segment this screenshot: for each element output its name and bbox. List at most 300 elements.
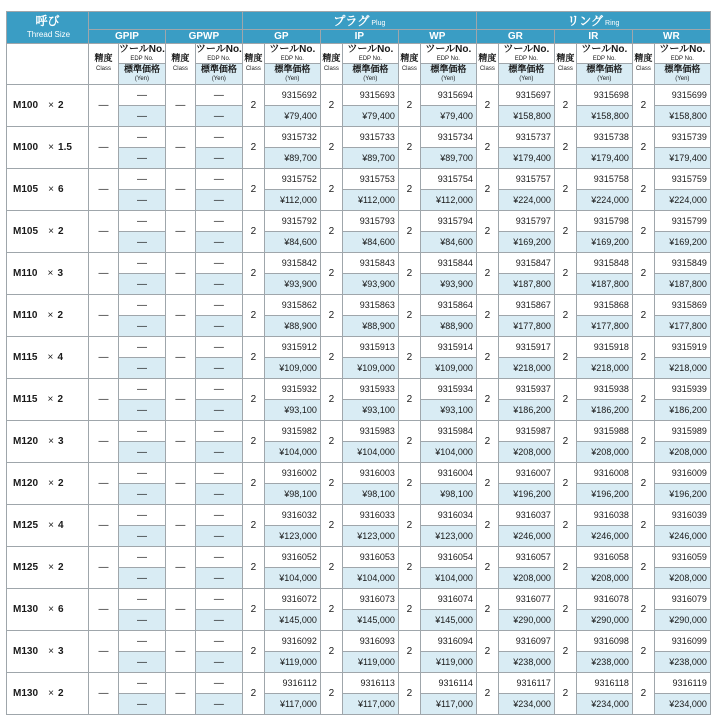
thread-size-header: [7, 12, 89, 44]
tool-no-ip: 9316053: [342, 547, 398, 568]
class-cell: 2: [320, 211, 342, 253]
price-ir: ¥187,800: [576, 274, 632, 295]
tool-no-label-en: EDP No.: [514, 56, 538, 62]
price-ir: ¥290,000: [576, 610, 632, 631]
price-wp: ¥109,000: [420, 358, 476, 379]
thread-pitch: 6: [58, 604, 64, 615]
tool-no-empty: —: [119, 589, 166, 610]
class-label-en: Class: [401, 66, 417, 72]
class-cell: 2: [632, 211, 654, 253]
class-cell: 2: [320, 337, 342, 379]
class-cell: 2: [554, 295, 576, 337]
class-label-jp: 精度: [322, 53, 341, 63]
price-empty: —: [195, 652, 242, 673]
tool-no-wp: 9316034: [420, 505, 476, 526]
class-cell: 2: [476, 421, 498, 463]
tool-no-empty: —: [195, 547, 242, 568]
class-cell-empty: —: [165, 127, 195, 169]
price-gr: ¥177,800: [498, 316, 554, 337]
class-cell: 2: [242, 379, 264, 421]
price-wp: ¥123,000: [420, 526, 476, 547]
thread-pitch: 3: [57, 268, 64, 279]
times-sign: ×: [48, 478, 54, 489]
price-wr: ¥179,400: [654, 148, 710, 169]
price-ir: ¥208,000: [576, 568, 632, 589]
price-gp: ¥112,000: [264, 190, 320, 211]
thread-size: M100: [13, 142, 39, 153]
price-wr: ¥238,000: [654, 652, 710, 673]
tool-no-label-jp: ツールNo.: [581, 44, 628, 55]
class-cell: 2: [632, 589, 654, 631]
tool-no-gp: 9315752: [264, 169, 320, 190]
class-cell: 2: [242, 127, 264, 169]
price-label-en: (Yen): [597, 76, 612, 82]
class-cell: 2: [320, 295, 342, 337]
price-gr: ¥224,000: [498, 190, 554, 211]
price-wp: ¥93,100: [420, 400, 476, 421]
class-cell-empty: —: [89, 463, 119, 505]
tool-no-wp: 9316004: [420, 463, 476, 484]
price-ip: ¥93,100: [342, 400, 398, 421]
price-gr: ¥179,400: [498, 148, 554, 169]
thread-pitch: 3: [58, 646, 64, 657]
price-gr: ¥169,200: [498, 232, 554, 253]
price-wr: ¥186,200: [654, 400, 710, 421]
price-empty: —: [195, 442, 242, 463]
tool-no-gp: 9316092: [264, 631, 320, 652]
class-cell: 2: [242, 211, 264, 253]
class-label-jp: 精度: [244, 53, 263, 63]
tool-no-empty: —: [195, 421, 242, 442]
tool-no-ir: 9315868: [576, 295, 632, 316]
price-gp: ¥84,600: [264, 232, 320, 253]
price-wp: ¥89,700: [420, 148, 476, 169]
class-cell-empty: —: [89, 169, 119, 211]
class-cell: 2: [242, 337, 264, 379]
tool-no-wr: 9316059: [654, 547, 710, 568]
thread-pitch: 2: [58, 478, 64, 489]
class-cell: 2: [632, 295, 654, 337]
type-header-gr: GR: [476, 30, 554, 44]
tool-no-header: [264, 44, 320, 64]
price-gp: ¥145,000: [264, 610, 320, 631]
thread-size-cell: [7, 379, 89, 421]
price-wr: ¥177,800: [654, 316, 710, 337]
thread-size: M105: [13, 226, 39, 237]
class-cell-empty: —: [165, 211, 195, 253]
class-cell-empty: —: [165, 337, 195, 379]
price-label-jp: 標準価格: [586, 64, 623, 74]
price-gp: ¥104,000: [264, 568, 320, 589]
price-wp: ¥119,000: [420, 652, 476, 673]
class-cell: 2: [242, 547, 264, 589]
price-empty: —: [119, 106, 166, 127]
price-empty: —: [195, 148, 242, 169]
tool-no-gr: 9315847: [498, 253, 554, 274]
thread-pitch: 2: [58, 688, 64, 699]
class-cell: 2: [632, 253, 654, 295]
price-empty: —: [195, 694, 242, 715]
class-cell: 2: [398, 631, 420, 673]
class-cell: 2: [632, 127, 654, 169]
table-row: [7, 547, 711, 568]
tool-no-gr: 9316057: [498, 547, 554, 568]
tool-no-wr: 9316009: [654, 463, 710, 484]
tool-no-ip: 9315753: [342, 169, 398, 190]
price-wr: ¥208,000: [654, 442, 710, 463]
price-ir: ¥224,000: [576, 190, 632, 211]
type-header-wr: WR: [632, 30, 710, 44]
thread-size: M125: [13, 562, 39, 573]
class-header: [320, 44, 342, 85]
tool-no-empty: —: [195, 169, 242, 190]
class-cell: 2: [242, 295, 264, 337]
type-header-ip: IP: [320, 30, 398, 44]
times-sign: ×: [48, 604, 54, 615]
thread-size: M115: [13, 394, 38, 405]
tool-no-wp: 9315934: [420, 379, 476, 400]
price-ip: ¥88,900: [342, 316, 398, 337]
price-gr: ¥246,000: [498, 526, 554, 547]
class-cell: 2: [476, 85, 498, 127]
thread-size-cell: [7, 295, 89, 337]
price-gr: ¥196,200: [498, 484, 554, 505]
price-header: [420, 64, 476, 85]
class-cell-empty: —: [165, 379, 195, 421]
class-header: [89, 44, 119, 85]
tool-no-wr: 9316079: [654, 589, 710, 610]
price-label-jp: 標準価格: [123, 64, 160, 74]
price-wr: ¥224,000: [654, 190, 710, 211]
tool-no-header: [576, 44, 632, 64]
tool-no-wr: 9316119: [654, 673, 710, 694]
price-empty: —: [119, 400, 166, 421]
tool-no-gp: 9316032: [264, 505, 320, 526]
tool-no-wp: 9315864: [420, 295, 476, 316]
thread-size-cell: [7, 211, 89, 253]
price-ip: ¥112,000: [342, 190, 398, 211]
price-empty: —: [119, 694, 166, 715]
thread-size-cell: [7, 589, 89, 631]
class-header: [165, 44, 195, 85]
tool-no-header: [119, 44, 166, 64]
class-cell: 2: [476, 463, 498, 505]
thread-size: M115: [13, 352, 38, 363]
tool-no-gp: 9316002: [264, 463, 320, 484]
class-cell: 2: [398, 337, 420, 379]
class-cell: 2: [476, 379, 498, 421]
class-cell-empty: —: [89, 505, 119, 547]
tool-no-empty: —: [119, 421, 166, 442]
tool-no-empty: —: [195, 127, 242, 148]
tool-no-ip: 9315983: [342, 421, 398, 442]
class-cell: 2: [398, 505, 420, 547]
price-label-jp: 標準価格: [430, 64, 467, 74]
price-ip: ¥109,000: [342, 358, 398, 379]
tool-no-label-jp: ツールNo.: [425, 44, 472, 55]
thread-size-cell: [7, 673, 89, 715]
thread-pitch: 2: [57, 310, 64, 321]
table-row: [7, 673, 711, 694]
tool-no-gr: 9316097: [498, 631, 554, 652]
class-header: [242, 44, 264, 85]
tool-no-wp: 9315984: [420, 421, 476, 442]
tool-no-wr: 9316099: [654, 631, 710, 652]
tool-no-gp: 9315912: [264, 337, 320, 358]
class-label-en: Class: [172, 66, 188, 72]
tool-no-wr: 9316039: [654, 505, 710, 526]
class-cell: 2: [398, 589, 420, 631]
tool-no-gp: 9316072: [264, 589, 320, 610]
price-ip: ¥145,000: [342, 610, 398, 631]
price-gr: ¥158,800: [498, 106, 554, 127]
price-gp: ¥89,700: [264, 148, 320, 169]
price-empty: —: [195, 526, 242, 547]
tool-no-wr: 9315849: [654, 253, 710, 274]
tool-no-empty: —: [119, 673, 166, 694]
price-ip: ¥117,000: [342, 694, 398, 715]
price-empty: —: [195, 316, 242, 337]
price-ir: ¥177,800: [576, 316, 632, 337]
class-cell: 2: [554, 379, 576, 421]
price-gp: ¥109,000: [264, 358, 320, 379]
tool-no-header: [498, 44, 554, 64]
class-label-en: Class: [245, 66, 261, 72]
thread-size: M100: [13, 100, 39, 111]
tool-no-wp: 9315694: [420, 85, 476, 106]
class-cell: 2: [476, 253, 498, 295]
price-gr: ¥186,200: [498, 400, 554, 421]
price-label-en: (Yen): [363, 76, 378, 82]
class-cell: 2: [632, 463, 654, 505]
tool-no-ip: 9315693: [342, 85, 398, 106]
price-empty: —: [195, 274, 242, 295]
tool-no-ip: 9316073: [342, 589, 398, 610]
tool-no-gp: 9315732: [264, 127, 320, 148]
tool-no-wp: 9315754: [420, 169, 476, 190]
price-header: [119, 64, 166, 85]
class-cell: 2: [476, 337, 498, 379]
price-wp: ¥117,000: [420, 694, 476, 715]
price-gp: ¥88,900: [264, 316, 320, 337]
class-label-jp: 精度: [478, 53, 497, 63]
price-gr: ¥218,000: [498, 358, 554, 379]
class-label-jp: 精度: [94, 53, 113, 63]
thread-pitch: 2: [58, 100, 64, 111]
tool-no-empty: —: [119, 169, 166, 190]
class-cell-empty: —: [165, 295, 195, 337]
thread-size-cell: [7, 547, 89, 589]
price-ir: ¥218,000: [576, 358, 632, 379]
price-ip: ¥84,600: [342, 232, 398, 253]
class-cell-empty: —: [89, 127, 119, 169]
class-cell: 2: [554, 211, 576, 253]
ring-label-en: Ring: [605, 20, 620, 27]
class-cell-empty: —: [89, 253, 119, 295]
tool-no-label-en: EDP No.: [592, 56, 616, 62]
tool-no-wr: 9315699: [654, 85, 710, 106]
tool-no-empty: —: [195, 463, 242, 484]
tool-no-gr: 9316117: [498, 673, 554, 694]
tool-no-ip: 9316113: [342, 673, 398, 694]
price-wr: ¥208,000: [654, 568, 710, 589]
class-cell: 2: [554, 421, 576, 463]
tool-no-gr: 9315917: [498, 337, 554, 358]
class-label-en: Class: [95, 66, 111, 72]
price-gp: ¥104,000: [264, 442, 320, 463]
tool-no-header: [342, 44, 398, 64]
tool-no-empty: —: [119, 547, 166, 568]
thread-pitch: 4: [57, 352, 64, 363]
tool-no-label-jp: ツールNo.: [119, 44, 165, 55]
price-wp: ¥93,900: [420, 274, 476, 295]
price-wr: ¥218,000: [654, 358, 710, 379]
price-label-en: (Yen): [519, 76, 534, 82]
price-label-en: (Yen): [441, 76, 456, 82]
price-gp: ¥119,000: [264, 652, 320, 673]
class-cell: 2: [632, 505, 654, 547]
tool-no-gp: 9316052: [264, 547, 320, 568]
price-wp: ¥98,100: [420, 484, 476, 505]
price-label-jp: 標準価格: [664, 64, 701, 74]
class-cell: 2: [554, 673, 576, 715]
tool-no-ip: 9315863: [342, 295, 398, 316]
class-cell-empty: —: [165, 421, 195, 463]
class-cell: 2: [554, 337, 576, 379]
class-label-en: Class: [557, 66, 573, 72]
class-label-en: Class: [479, 66, 495, 72]
plug-label-jp: プラグ: [333, 14, 370, 28]
price-ip: ¥79,400: [342, 106, 398, 127]
tool-no-ir: 9315758: [576, 169, 632, 190]
price-empty: —: [119, 442, 166, 463]
tool-no-ir: 9316078: [576, 589, 632, 610]
times-sign: ×: [48, 436, 54, 447]
price-ir: ¥158,800: [576, 106, 632, 127]
class-cell: 2: [476, 211, 498, 253]
class-cell: 2: [398, 127, 420, 169]
tool-no-label-en: EDP No.: [207, 56, 231, 62]
price-gr: ¥208,000: [498, 442, 554, 463]
thread-size: M110: [13, 310, 38, 321]
class-cell: 2: [554, 463, 576, 505]
tool-no-wp: 9316054: [420, 547, 476, 568]
thread-size: M130: [13, 604, 39, 615]
price-ir: ¥234,000: [576, 694, 632, 715]
tool-no-empty: —: [119, 211, 166, 232]
price-header: [654, 64, 710, 85]
class-label-en: Class: [323, 66, 339, 72]
tool-no-empty: —: [119, 379, 166, 400]
class-cell: 2: [320, 631, 342, 673]
thread-pitch: 4: [58, 520, 64, 531]
thread-pitch: 3: [58, 436, 64, 447]
price-wr: ¥196,200: [654, 484, 710, 505]
price-empty: —: [119, 358, 166, 379]
class-cell: 2: [632, 547, 654, 589]
class-cell: 2: [398, 211, 420, 253]
type-header-ir: IR: [554, 30, 632, 44]
price-table-container: [6, 11, 711, 715]
class-cell: 2: [554, 589, 576, 631]
tool-no-empty: —: [195, 337, 242, 358]
price-empty: —: [119, 568, 166, 589]
price-empty: —: [195, 568, 242, 589]
class-cell: 2: [554, 169, 576, 211]
price-header: [576, 64, 632, 85]
class-cell-empty: —: [89, 85, 119, 127]
table-row: [7, 505, 711, 526]
price-empty: —: [119, 190, 166, 211]
class-header: [632, 44, 654, 85]
tool-no-ip: 9315733: [342, 127, 398, 148]
price-gr: ¥238,000: [498, 652, 554, 673]
class-cell: 2: [632, 169, 654, 211]
tool-no-label-en: EDP No.: [436, 56, 460, 62]
tool-no-ip: 9316003: [342, 463, 398, 484]
tool-no-header: [654, 44, 710, 64]
thread-size: M120: [13, 436, 39, 447]
tool-no-gp: 9315692: [264, 85, 320, 106]
table-row: [7, 127, 711, 148]
price-ip: ¥123,000: [342, 526, 398, 547]
price-gp: ¥79,400: [264, 106, 320, 127]
class-cell-empty: —: [165, 169, 195, 211]
class-cell-empty: —: [89, 211, 119, 253]
tool-no-wp: 9316074: [420, 589, 476, 610]
table-row: [7, 211, 711, 232]
price-wp: ¥145,000: [420, 610, 476, 631]
thread-size-cell: [7, 85, 89, 127]
tool-no-gr: 9316037: [498, 505, 554, 526]
class-cell: 2: [320, 127, 342, 169]
class-cell: 2: [320, 547, 342, 589]
price-empty: —: [195, 484, 242, 505]
tool-no-empty: —: [119, 253, 166, 274]
tool-no-wp: 9315794: [420, 211, 476, 232]
plug-label-en: Plug: [371, 20, 386, 27]
tool-no-gr: 9315867: [498, 295, 554, 316]
thread-size-subheader: [7, 44, 89, 85]
class-cell: 2: [632, 85, 654, 127]
tool-no-ir: 9316038: [576, 505, 632, 526]
thread-size-cell: [7, 127, 89, 169]
class-cell: 2: [632, 421, 654, 463]
price-empty: —: [119, 232, 166, 253]
tool-no-ir: 9316098: [576, 631, 632, 652]
price-label-en: (Yen): [675, 76, 690, 82]
price-wr: ¥158,800: [654, 106, 710, 127]
price-empty: —: [119, 526, 166, 547]
class-cell: 2: [242, 505, 264, 547]
price-empty: —: [195, 106, 242, 127]
tool-no-ip: 9315933: [342, 379, 398, 400]
price-empty: —: [119, 652, 166, 673]
price-gr: ¥208,000: [498, 568, 554, 589]
price-empty: —: [195, 232, 242, 253]
price-gp: ¥93,100: [264, 400, 320, 421]
class-header: [554, 44, 576, 85]
tool-no-wp: 9316114: [420, 673, 476, 694]
tool-no-ir: 9315698: [576, 85, 632, 106]
tool-no-gp: 9315982: [264, 421, 320, 442]
class-cell-empty: —: [89, 295, 119, 337]
tool-no-gp: 9315792: [264, 211, 320, 232]
class-header: [476, 44, 498, 85]
tool-no-empty: —: [195, 673, 242, 694]
tool-no-header: [195, 44, 242, 64]
class-cell: 2: [476, 673, 498, 715]
